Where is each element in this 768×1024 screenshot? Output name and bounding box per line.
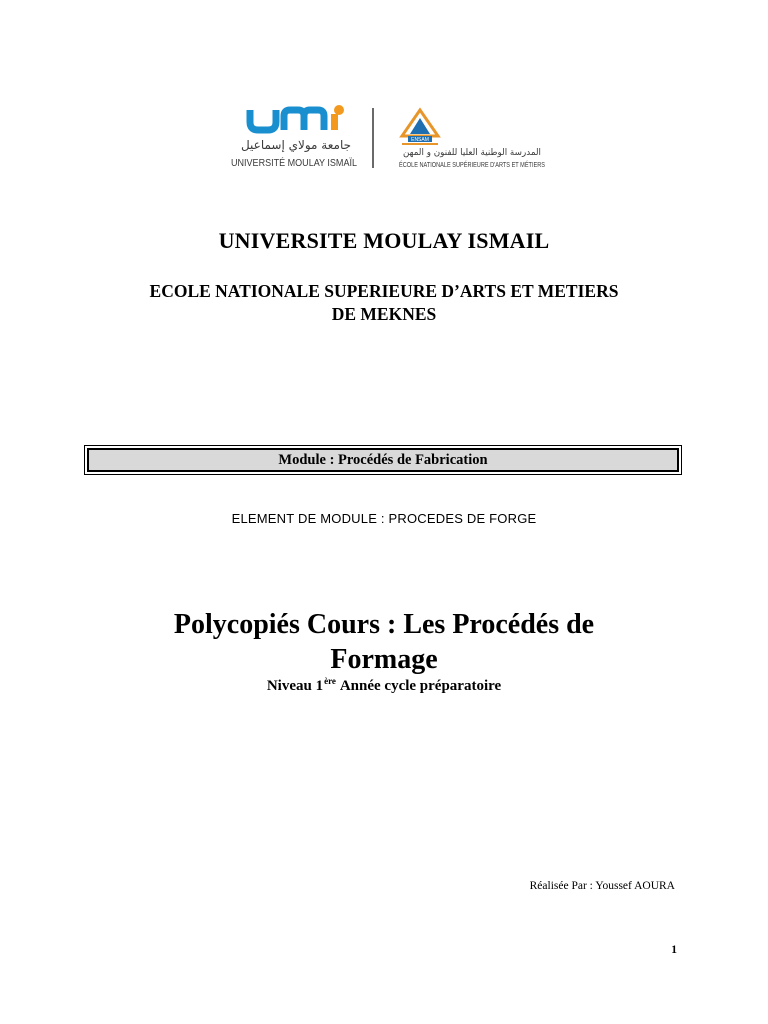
ensam-badge-text: ENSAM bbox=[411, 137, 429, 143]
ensam-latin-name: ÉCOLE NATIONALE SUPÉRIEURE D'ARTS ET MÉTIERS bbox=[399, 162, 582, 169]
umi-arabic-name: جامعة مولاي إسماعيل bbox=[240, 138, 352, 152]
author-credit: Réalisée Par : Youssef AOURA bbox=[529, 880, 675, 892]
module-label: Module : Procédés de Fabrication bbox=[87, 448, 679, 472]
page-number: 1 bbox=[671, 944, 677, 956]
level-suffix: Année cycle préparatoire bbox=[336, 678, 502, 694]
umi-latin-name: UNIVERSITÉ MOULAY ISMAÏL bbox=[231, 158, 371, 169]
element-of-module: ELEMENT DE MODULE : PROCEDES DE FORGE bbox=[231, 511, 537, 526]
module-box bbox=[84, 445, 682, 475]
level-prefix: Niveau 1 bbox=[266, 678, 324, 694]
ensam-arabic-name: المدرسة الوطنية العليا للفنون و المهن bbox=[403, 148, 541, 158]
level-line bbox=[0, 676, 768, 695]
umi-logo bbox=[228, 104, 371, 172]
ensam-logo-mark bbox=[380, 106, 582, 170]
logo-divider bbox=[372, 108, 374, 168]
ensam-logo bbox=[380, 106, 582, 170]
level-superscript: ère bbox=[324, 676, 336, 686]
school-name-line-1: ECOLE NATIONALE SUPERIEURE D’ARTS ET METIERS bbox=[149, 281, 619, 301]
course-title-line-2: Formage bbox=[330, 644, 438, 675]
school-name-line-2: DE MEKNES bbox=[331, 304, 437, 324]
umi-logo-mark bbox=[228, 104, 371, 172]
university-title: UNIVERSITE MOULAY ISMAIL bbox=[218, 228, 550, 253]
course-title-line-1: Polycopiés Cours : Les Procédés de bbox=[173, 609, 595, 640]
